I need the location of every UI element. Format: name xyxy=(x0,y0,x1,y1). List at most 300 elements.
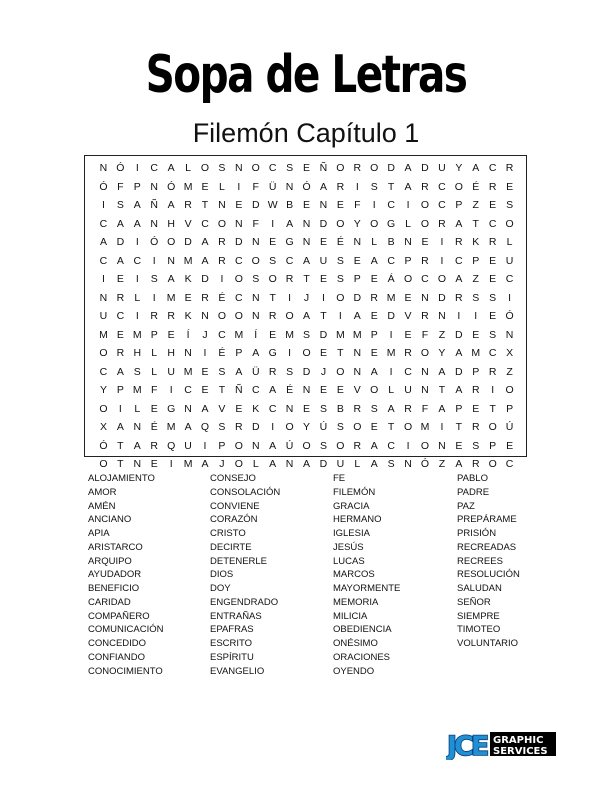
grid-letter: N xyxy=(251,236,260,249)
grid-letter: C xyxy=(116,310,125,323)
grid-letter: T xyxy=(117,439,124,452)
grid-letter: O xyxy=(285,310,294,323)
grid-letter: F xyxy=(117,180,124,193)
grid-letter: I xyxy=(288,347,292,360)
logo-line-1: GRAPHIC xyxy=(493,735,544,746)
word-list-item: CONVIENE xyxy=(210,500,260,512)
grid-letter: N xyxy=(285,458,294,471)
grid-letter: O xyxy=(302,439,311,452)
grid-letter: N xyxy=(421,365,429,378)
grid-letter: N xyxy=(99,162,108,175)
grid-letter: A xyxy=(269,439,277,452)
grid-letter: C xyxy=(201,217,209,230)
word-list-item: MARCOS xyxy=(333,569,375,581)
grid-letter: Ú xyxy=(505,421,514,434)
grid-letter: O xyxy=(420,217,430,230)
grid-letter: Ó xyxy=(420,458,430,471)
grid-letter: C xyxy=(285,254,294,267)
word-list-item: ARQUIPO xyxy=(88,555,132,567)
grid-letter: M xyxy=(285,328,294,341)
grid-letter: E xyxy=(489,310,497,323)
grid-letter: Z xyxy=(472,199,479,212)
grid-letter: M xyxy=(386,291,396,304)
grid-letter: I xyxy=(406,439,410,452)
grid-letter: O xyxy=(302,347,311,360)
grid-letter: M xyxy=(183,180,193,193)
grid-letter: E xyxy=(472,328,480,341)
grid-letter: S xyxy=(218,365,226,378)
grid-letter: E xyxy=(370,421,378,434)
grid-letter: N xyxy=(302,384,311,397)
logo-line-2: SERVICES xyxy=(493,746,548,757)
grid-letter: N xyxy=(235,217,243,230)
grid-letter: S xyxy=(286,162,294,175)
word-list-item: CARIDAD xyxy=(88,596,131,608)
word-list-item: CONSOLACIÓN xyxy=(210,486,281,498)
grid-letter: C xyxy=(235,254,243,267)
grid-letter: M xyxy=(166,421,176,434)
grid-letter: S xyxy=(319,402,327,415)
grid-letter: D xyxy=(387,310,395,323)
word-list-item: RESOLUCIÓN xyxy=(457,569,520,581)
grid-letter: R xyxy=(285,273,294,286)
grid-letter: C xyxy=(488,347,497,360)
grid-letter: N xyxy=(353,347,362,360)
grid-letter: H xyxy=(167,347,175,360)
grid-letter: E xyxy=(167,328,175,341)
grid-letter: L xyxy=(218,180,225,193)
grid-letter: O xyxy=(370,217,379,230)
grid-letter: P xyxy=(455,402,463,415)
grid-letter: T xyxy=(117,458,124,471)
grid-letter: S xyxy=(150,273,158,286)
grid-letter: I xyxy=(389,365,393,378)
grid-letter: O xyxy=(505,217,514,230)
grid-letter: I xyxy=(440,254,444,267)
grid-letter: O xyxy=(234,458,243,471)
grid-letter: R xyxy=(471,458,480,471)
word-list-item: RECREADAS xyxy=(457,541,517,553)
grid-letter: R xyxy=(438,217,446,230)
grid-letter: A xyxy=(269,384,277,397)
grid-letter: C xyxy=(150,162,159,175)
grid-letter: O xyxy=(420,199,430,212)
grid-row xyxy=(85,178,526,197)
word-list-item: HERMANO xyxy=(333,514,382,526)
logo-mark-text: JCE xyxy=(447,731,487,760)
grid-letter: R xyxy=(488,180,497,193)
word-list-item: OBEDIENCIA xyxy=(333,624,392,636)
grid-letter: I xyxy=(440,236,444,249)
grid-letter: A xyxy=(269,458,277,471)
grid-letter: A xyxy=(370,365,378,378)
word-list-item: SIEMPRE xyxy=(457,610,500,622)
grid-row xyxy=(85,326,526,345)
word-list-item: COMUNICACIÓN xyxy=(88,624,164,636)
grid-letter: A xyxy=(455,347,463,360)
grid-letter: M xyxy=(183,254,193,267)
word-list-item: ESCRITO xyxy=(210,638,253,649)
grid-letter: F xyxy=(252,217,259,230)
grid-letter: Ó xyxy=(99,439,108,452)
grid-letter: S xyxy=(319,439,327,452)
grid-letter: I xyxy=(135,236,139,249)
grid-letter: E xyxy=(116,273,124,286)
grid-letter: E xyxy=(506,180,514,193)
grid-letter: S xyxy=(489,328,497,341)
word-list-item: ANCIANO xyxy=(88,514,132,526)
grid-letter: T xyxy=(387,180,395,193)
grid-letter: P xyxy=(472,254,480,267)
grid-letter: C xyxy=(387,254,395,267)
grid-row xyxy=(85,307,526,326)
grid-letter: I xyxy=(372,199,376,212)
grid-letter: I xyxy=(321,291,325,304)
grid-letter: S xyxy=(116,199,124,212)
grid-letter: I xyxy=(474,310,478,323)
grid-letter: N xyxy=(319,199,328,212)
grid-letter: Y xyxy=(303,421,311,434)
word-list-item: COMPAÑERO xyxy=(88,610,150,622)
grid-letter: S xyxy=(303,328,311,341)
grid-letter: O xyxy=(370,162,379,175)
grid-letter: O xyxy=(403,273,413,286)
grid-letter: R xyxy=(184,199,192,212)
grid-letter: A xyxy=(99,236,107,249)
grid-letter: O xyxy=(251,162,260,175)
grid-letter: N xyxy=(353,365,362,378)
grid-letter: E xyxy=(404,291,412,304)
grid-letter: Ó xyxy=(116,162,125,175)
grid-letter: L xyxy=(506,236,513,249)
grid-letter: R xyxy=(235,421,243,434)
grid-letter: K xyxy=(184,273,192,286)
grid-letter: R xyxy=(404,347,412,360)
grid-letter: O xyxy=(437,273,446,286)
grid-letter: I xyxy=(508,291,512,304)
grid-letter: E xyxy=(116,328,124,341)
grid-letter: O xyxy=(336,291,345,304)
grid-letter: C xyxy=(488,162,497,175)
word-list-item: SALUDAN xyxy=(457,583,502,594)
grid-letter: É xyxy=(150,421,158,434)
grid-letter: S xyxy=(489,291,497,304)
grid-letter: H xyxy=(167,217,175,230)
word-list-item: PREPÁRAME xyxy=(457,514,517,526)
grid-letter: R xyxy=(167,310,175,323)
word-list-item: PABLO xyxy=(457,473,488,484)
grid-letter: I xyxy=(118,402,122,415)
grid-letter: E xyxy=(404,328,412,341)
grid-letter: O xyxy=(370,384,379,397)
grid-letter: A xyxy=(235,365,243,378)
grid-letter: I xyxy=(135,273,139,286)
grid-letter: N xyxy=(404,458,412,471)
grid-letter: E xyxy=(184,291,192,304)
grid-letter: É xyxy=(218,347,226,360)
grid-letter: R xyxy=(421,254,429,267)
grid-letter: O xyxy=(217,217,226,230)
word-list-item: DIOS xyxy=(210,569,234,581)
grid-letter: O xyxy=(251,254,260,267)
grid-letter: N xyxy=(505,328,514,341)
grid-letter: J xyxy=(320,365,327,378)
word-list-item: PAZ xyxy=(457,500,475,512)
grid-letter: O xyxy=(488,458,497,471)
grid-letter: O xyxy=(99,402,108,415)
grid-letter: O xyxy=(234,310,243,323)
grid-letter: I xyxy=(338,310,342,323)
grid-letter: G xyxy=(268,347,277,360)
grid-letter: A xyxy=(303,458,311,471)
grid-letter: N xyxy=(251,310,260,323)
grid-letter: L xyxy=(371,236,378,249)
grid-row xyxy=(85,455,526,474)
grid-letter: N xyxy=(150,180,159,193)
grid-letter: I xyxy=(135,310,139,323)
grid-letter: A xyxy=(201,402,209,415)
grid-letter: A xyxy=(404,180,412,193)
word-list-item: PADRE xyxy=(457,486,490,498)
grid-letter: E xyxy=(150,402,158,415)
word-list-item: CONCEDIDO xyxy=(88,638,147,649)
grid-letter: S xyxy=(269,254,277,267)
grid-letter: E xyxy=(472,402,480,415)
grid-letter: A xyxy=(184,421,192,434)
grid-letter: I xyxy=(203,439,207,452)
grid-letter: N xyxy=(353,236,362,249)
word-list-item: MILICIA xyxy=(333,610,368,622)
grid-letter: A xyxy=(319,180,327,193)
grid-letter: C xyxy=(218,328,226,341)
grid-letter: R xyxy=(150,439,159,452)
grid-letter: M xyxy=(183,365,193,378)
grid-letter: O xyxy=(505,384,514,397)
grid-letter: S xyxy=(336,421,344,434)
grid-row xyxy=(85,381,526,400)
grid-letter: T xyxy=(201,199,209,212)
letter-grid xyxy=(84,155,527,471)
grid-letter: J xyxy=(303,291,310,304)
grid-letter: Ó xyxy=(167,180,176,193)
word-list-item: CONOCIMIENTO xyxy=(88,665,163,677)
grid-row xyxy=(85,363,526,382)
grid-letter: L xyxy=(134,402,141,415)
grid-letter: A xyxy=(133,217,141,230)
grid-letter: P xyxy=(489,439,497,452)
word-list-item: ONÉSIMO xyxy=(333,638,378,649)
grid-letter: A xyxy=(370,458,378,471)
grid-letter: O xyxy=(200,162,210,175)
grid-letter: A xyxy=(455,273,463,286)
grid-letter: D xyxy=(455,365,463,378)
word-list-item: TIMOTEO xyxy=(457,624,501,636)
grid-letter: O xyxy=(336,162,345,175)
grid-letter: A xyxy=(167,162,175,175)
grid-letter: V xyxy=(184,217,192,230)
grid-letter: U xyxy=(184,439,192,452)
grid-letter: O xyxy=(234,273,243,286)
grid-letter: A xyxy=(303,310,311,323)
word-list-item: ALOJAMIENTO xyxy=(88,473,155,484)
grid-letter: E xyxy=(489,273,497,286)
grid-letter: D xyxy=(302,365,311,378)
grid-letter: A xyxy=(201,236,209,249)
grid-letter: N xyxy=(235,162,243,175)
grid-letter: R xyxy=(116,347,125,360)
grid-letter: N xyxy=(421,291,429,304)
jce-logo xyxy=(446,728,558,760)
grid-letter: I xyxy=(152,291,156,304)
grid-letter: V xyxy=(404,310,412,323)
grid-letter: T xyxy=(472,217,479,230)
grid-letter: F xyxy=(421,402,429,415)
grid-letter: A xyxy=(404,162,412,175)
grid-letter: O xyxy=(167,236,176,249)
grid-letter: A xyxy=(286,217,294,230)
grid-letter: E xyxy=(370,310,378,323)
grid-letter: N xyxy=(251,439,260,452)
grid-letter: R xyxy=(488,365,497,378)
grid-letter: A xyxy=(133,439,141,452)
word-list-item: VOLUNTARIO xyxy=(457,638,519,649)
grid-letter: I xyxy=(135,162,139,175)
grid-row xyxy=(85,215,526,234)
grid-letter: U xyxy=(99,310,108,323)
grid-letter: A xyxy=(167,199,175,212)
grid-letter: T xyxy=(303,273,310,286)
grid-letter: R xyxy=(150,310,159,323)
grid-letter: E xyxy=(319,273,327,286)
grid-letter: C xyxy=(99,254,108,267)
grid-letter: Ó xyxy=(505,310,514,323)
grid-letter: K xyxy=(184,310,192,323)
grid-letter: D xyxy=(421,162,429,175)
grid-letter: I xyxy=(271,217,275,230)
grid-letter: Ú xyxy=(285,439,294,452)
grid-letter: D xyxy=(319,328,328,341)
grid-letter: E xyxy=(336,384,344,397)
grid-letter: J xyxy=(219,458,225,471)
word-list-item: ENTRAÑAS xyxy=(210,610,262,622)
grid-letter: O xyxy=(268,273,277,286)
grid-letter: A xyxy=(133,199,141,212)
grid-letter: L xyxy=(185,162,191,175)
grid-letter: U xyxy=(319,254,328,267)
grid-letter: N xyxy=(421,384,429,397)
grid-letter: D xyxy=(201,273,209,286)
word-list-item: JESÚS xyxy=(333,541,364,553)
grid-letter: O xyxy=(234,439,243,452)
grid-letter: E xyxy=(201,384,209,397)
grid-letter: L xyxy=(252,458,259,471)
grid-letter: O xyxy=(285,421,294,434)
grid-letter: C xyxy=(488,217,497,230)
grid-letter: R xyxy=(268,365,277,378)
word-list-item: FILEMÓN xyxy=(333,486,376,498)
page-subtitle: Filemón Capítulo 1 xyxy=(192,118,420,148)
grid-letter: I xyxy=(491,384,495,397)
grid-row xyxy=(85,400,526,419)
grid-letter: C xyxy=(99,217,108,230)
grid-row xyxy=(85,233,526,252)
word-list-item: APIA xyxy=(88,528,110,539)
word-list-item: ENGENDRADO xyxy=(210,596,279,608)
grid-letter: G xyxy=(285,236,294,249)
grid-letter: M xyxy=(335,328,345,341)
grid-letter: C xyxy=(404,365,412,378)
grid-letter: E xyxy=(336,199,344,212)
grid-letter: L xyxy=(134,291,141,304)
grid-letter: S xyxy=(133,365,141,378)
grid-letter: U xyxy=(505,254,514,267)
grid-letter: T xyxy=(387,421,395,434)
grid-letter: R xyxy=(505,162,514,175)
grid-letter: P xyxy=(506,402,514,415)
grid-letter: D xyxy=(116,236,125,249)
grid-letter: N xyxy=(302,217,311,230)
grid-letter: A xyxy=(201,254,209,267)
grid-letter: R xyxy=(268,310,277,323)
grid-letter: Y xyxy=(455,162,463,175)
word-list-item: AYUDADOR xyxy=(88,569,142,581)
grid-letter: E xyxy=(489,254,497,267)
word-list-item: CRISTO xyxy=(210,528,246,539)
grid-letter: D xyxy=(235,236,243,249)
grid-letter: S xyxy=(387,458,395,471)
grid-letter: É xyxy=(336,236,344,249)
grid-letter: N xyxy=(251,291,260,304)
grid-row xyxy=(85,437,526,456)
grid-letter: D xyxy=(251,421,260,434)
grid-letter: B xyxy=(387,236,395,249)
word-list-item: DETENERLE xyxy=(210,555,268,567)
grid-letter: E xyxy=(319,347,327,360)
grid-letter: S xyxy=(506,199,514,212)
grid-letter: N xyxy=(133,458,142,471)
word-list-item: AMOR xyxy=(88,486,117,498)
word-list-item: ORACIONES xyxy=(333,651,391,663)
grid-letter: A xyxy=(455,384,463,397)
grid-letter: T xyxy=(269,291,276,304)
grid-row xyxy=(85,196,526,215)
grid-letter: E xyxy=(421,236,429,249)
grid-letter: O xyxy=(403,421,413,434)
grid-row xyxy=(85,289,526,308)
grid-letter: E xyxy=(235,402,243,415)
word-list-item: EPAFRAS xyxy=(210,624,254,636)
word-list-item: BENEFICIO xyxy=(88,583,140,594)
grid-letter: P xyxy=(116,384,124,397)
grid-letter: A xyxy=(116,217,124,230)
grid-letter: A xyxy=(387,402,395,415)
word-column-3 xyxy=(333,472,458,678)
grid-letter: S xyxy=(472,291,480,304)
grid-letter: D xyxy=(319,217,328,230)
grid-letter: O xyxy=(420,347,430,360)
grid-letter: S xyxy=(218,421,226,434)
grid-letter: Ñ xyxy=(235,384,243,397)
grid-letter: A xyxy=(455,458,463,471)
grid-letter: C xyxy=(251,384,260,397)
grid-letter: M xyxy=(166,291,176,304)
grid-letter: A xyxy=(438,402,446,415)
word-list-item: DECIRTE xyxy=(210,541,252,553)
grid-letter: N xyxy=(285,402,294,415)
grid-letter: R xyxy=(404,402,412,415)
grid-row xyxy=(85,418,526,437)
word-list-item: MAYORMENTE xyxy=(333,583,401,594)
